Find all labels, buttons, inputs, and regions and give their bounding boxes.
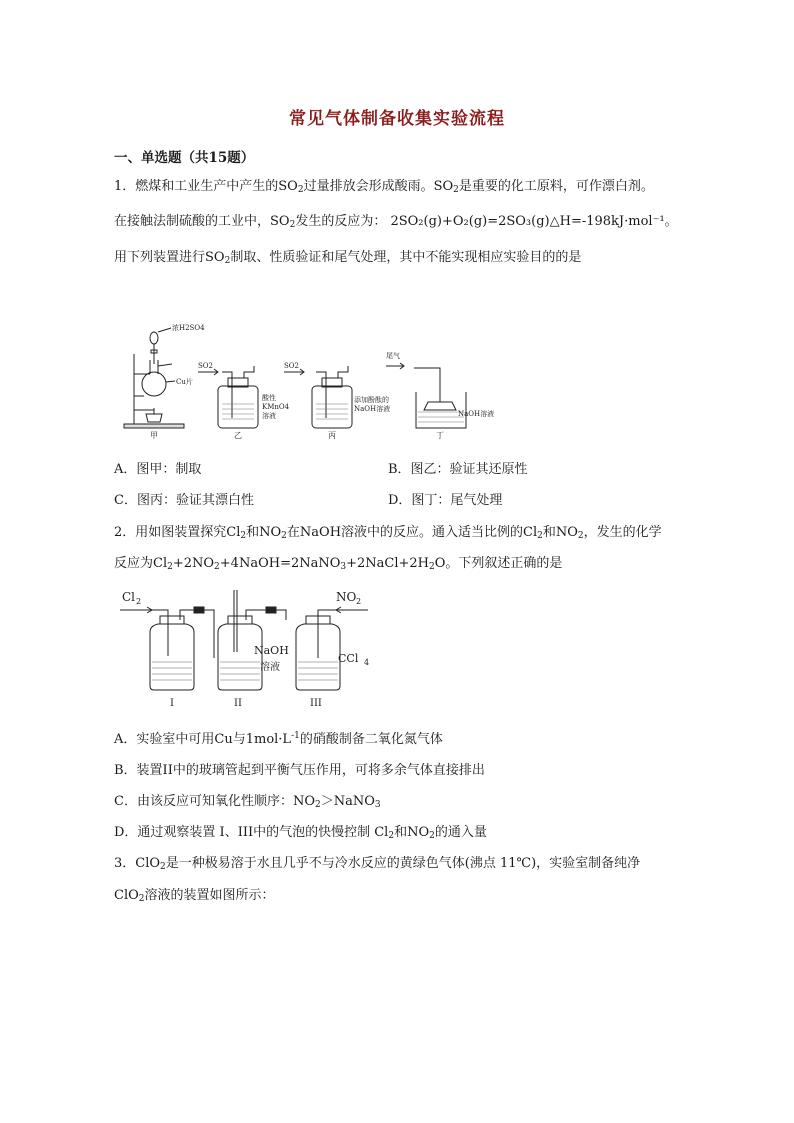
svg-text:2: 2 [136,597,142,606]
svg-text:溶液: 溶液 [260,662,280,673]
q1-line3: 用下列装置进行$SO_2$制取、性质验证和尾气处理，其中不能实现相应实验目的的是 [114,250,582,266]
svg-text:NaOH: NaOH [254,644,289,657]
q2-line2: 反应为$Cl_2+2NO_2+4NaOH=2NaNO_3+2NaCl+2H_2O$。下列叙述正确的是 [114,556,563,572]
svg-text:CCl: CCl [338,652,359,665]
svg-text:浓H2SO4: 浓H2SO4 [172,324,205,332]
svg-text:丙: 丙 [328,431,336,440]
svg-text:尾气: 尾气 [386,352,400,360]
svg-text:NaOH溶液: NaOH溶液 [458,410,495,418]
svg-text:2: 2 [356,597,362,606]
q1-option-b[interactable]: B．图乙：验证其还原性 [388,462,528,477]
q1-equation: 2SO₂(g)+O₂(g)=2SO₃(g)△H=-198kJ·mol⁻¹。 [390,214,678,229]
svg-text:I: I [170,698,174,709]
svg-text:4: 4 [364,658,370,667]
svg-text:丁: 丁 [436,431,444,440]
q1-line1: 1．燃煤和工业生产中产生的$SO_2$过量排放会形成酸雨。$SO_2$是重要的化工原料，可作漂白剂。 [114,179,654,195]
page-title: 常见气体制备收集实验流程 [289,109,505,129]
q2-line1: 2．用如图装置探究$Cl_2$和$NO_2$在NaOH溶液中的反应。通入适当比例的$Cl_2$和$NO_2$，发生的化学 [114,525,662,541]
svg-text:添加酚酞的: 添加酚酞的 [354,396,389,404]
svg-text:SO2: SO2 [198,362,213,370]
svg-text:乙: 乙 [234,431,242,440]
svg-text:III: III [310,698,322,709]
svg-text:SO2: SO2 [284,362,299,370]
svg-text:NO: NO [336,590,357,604]
q2-option-d[interactable]: D．通过观察装置 I、III中的气泡的快慢控制 $Cl_2$和$NO_2$的通入量 [114,825,487,841]
apparatus-jia [124,323,205,440]
svg-text:溶液: 溶液 [262,412,276,420]
svg-text:NaOH溶液: NaOH溶液 [354,405,391,413]
q2-option-c[interactable]: C．由该反应可知氧化性顺序：$NO_2>NaNO_3$ [114,794,381,810]
svg-text:II: II [234,698,242,709]
apparatus-bing [284,362,390,440]
svg-text:甲: 甲 [150,431,158,440]
q3-line1: 3．ClO$_2$是一种极易溶于水且几乎不与冷水反应的黄绿色气体(沸点 11℃)，实验室制备纯净 [114,856,641,872]
bottle-1 [150,616,194,709]
q1-option-a[interactable]: A．图甲：制取 [114,462,202,477]
q2-option-a[interactable]: A．实验室中可用Cu与$1mol\cdot L^{-1}$的硝酸制备二氧化氮气体 [114,731,443,747]
q1-option-c[interactable]: C．图丙：验证其漂白性 [114,493,254,508]
svg-text:Cl: Cl [122,590,136,604]
q3-line2: ClO$_2$溶液的装置如图所示： [114,888,275,904]
apparatus-ding [386,351,494,440]
q1-apparatus-figure [114,318,514,442]
svg-text:KMnO4: KMnO4 [262,403,290,411]
q2-apparatus-figure [114,586,374,712]
section-heading: 一、单选题（共15题） [114,150,255,166]
apparatus-yi [198,362,290,440]
svg-text:酸性: 酸性 [262,394,276,402]
bottle-2 [218,616,262,709]
svg-text:Cu片: Cu片 [176,378,193,386]
q1-line2: 在接触法制硫酸的工业中，$SO_2$发生的反应为： 2SO₂(g)+O₂(g)=2SO₃(g)△H=-198kJ·mol⁻¹。 [114,214,678,230]
q1-option-d[interactable]: D．图丁：尾气处理 [388,493,503,508]
q2-option-b[interactable]: B．装置II中的玻璃管起到平衡气压作用，可将多余气体直接排出 [114,763,485,778]
